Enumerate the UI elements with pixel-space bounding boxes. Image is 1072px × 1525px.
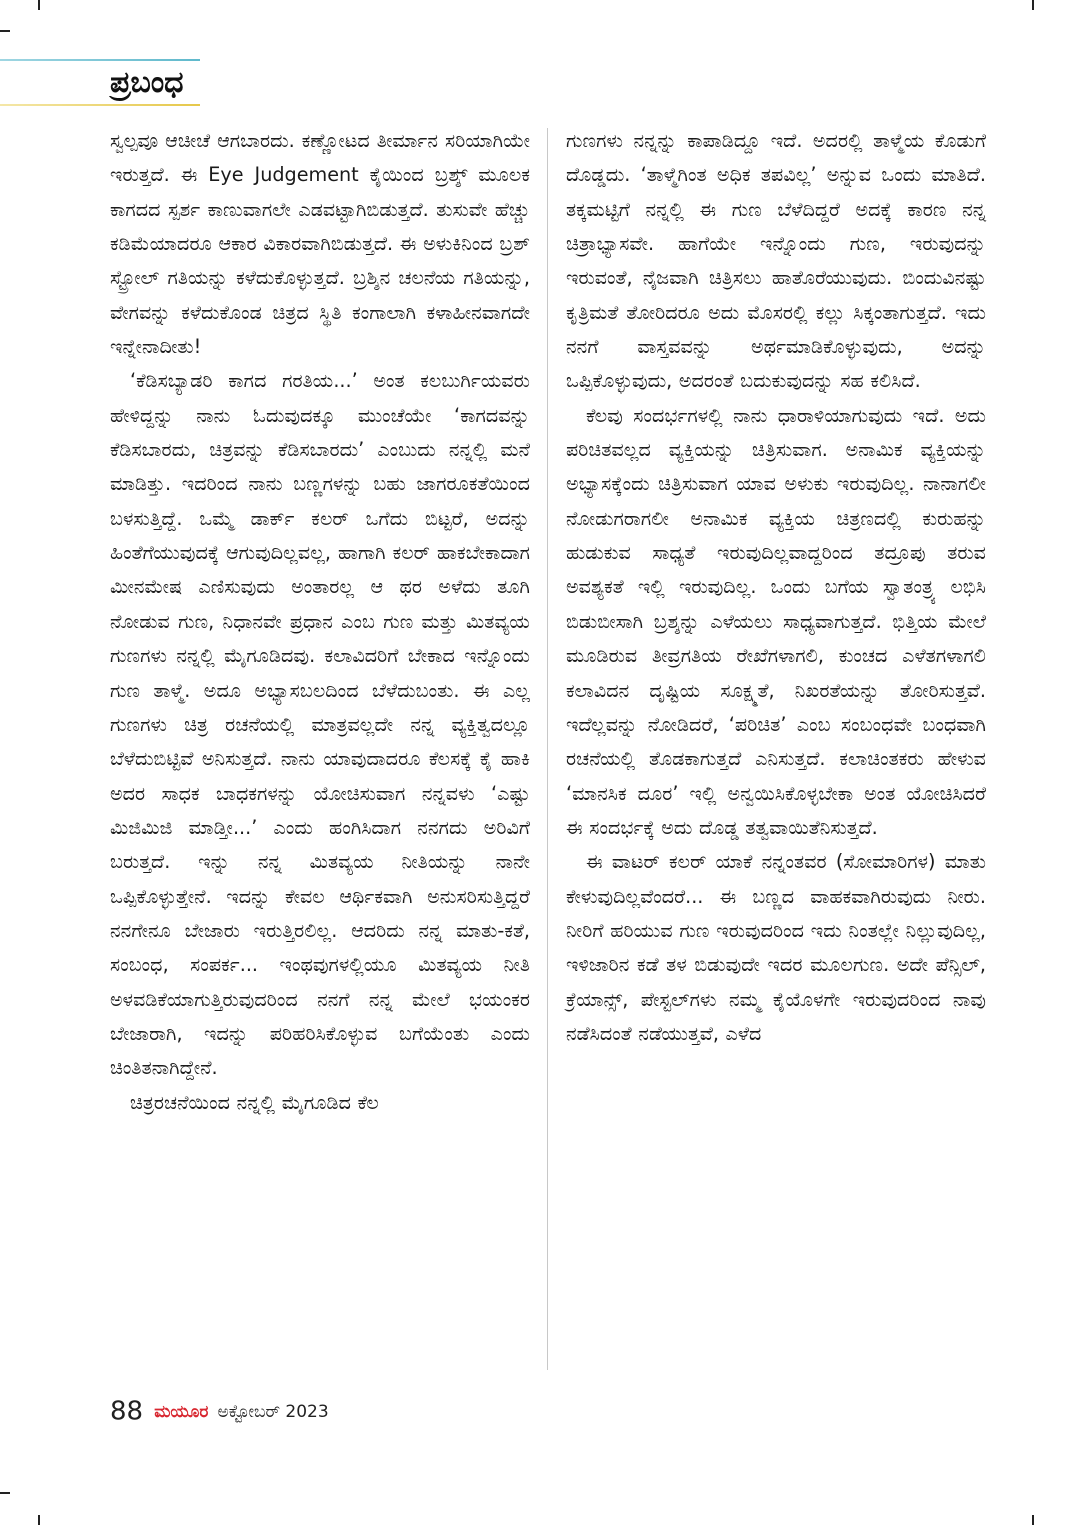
right-paragraph-2: ಕೆಲವು ಸಂದರ್ಭಗಳಲ್ಲಿ ನಾನು ಧಾರಾಳಿಯಾಗುವುದು ಇದೆ. ಅದು ಪರಿಚಿತವಲ್ಲದ ವ್ಯಕ್ತಿಯನ್ನು ಚಿತ್ರಿಸುವಾಗ. ಅನಾಮಿಕ ವ್ಯಕ್ತಿಯನ್ನು ಅಭ್ಯಾಸಕ್ಕೆಂದು ಚಿತ್ರಿಸುವಾಗ ಯಾವ ಅಳುಕು ಇರುವುದಿಲ್ಲ. ನಾನಾಗಲೀ ನೋಡುಗರಾಗಲೀ ಅನಾಮಿಕ ವ್ಯಕ್ತಿಯ ಚಿತ್ರಣದಲ್ಲಿ ಕುರುಹನ್ನು ಹುಡುಕುವ ಸಾಧ್ಯತೆ ಇರುವುದಿಲ್ಲವಾದ್ದರಿಂದ ತದ್ರೂಪು ತರುವ ಅವಶ್ಯಕತೆ ಇಲ್ಲಿ ಇರುವುದಿಲ್ಲ. ಒಂದು ಬಗೆಯ ಸ್ವಾತಂತ್ರ್ಯ ಲಭಿಸಿ ಬಿಡುಬೀಸಾಗಿ ಬ್ರಶ್ಶನ್ನು ಎಳೆಯಲು ಸಾಧ್ಯವಾಗುತ್ತದೆ. ಭಿತ್ತಿಯ ಮೇಲೆ ಮೂಡಿರುವ ತೀವ್ರಗತಿಯ ರೇಖೆಗಳಾಗಲಿ, ಕುಂಚದ ಎಳೆತಗಳಾಗಲಿ ಕಲಾವಿದನ ದೃಷ್ಟಿಯ ಸೂಕ್ಷ್ಮತೆ, ನಿಖರತೆಯನ್ನು ತೋರಿಸುತ್ತವೆ. ಇದೆಲ್ಲವನ್ನು ನೋಡಿದರೆ, ‘ಪರಿಚಿತ’ ಎಂಬ ಸಂಬಂಧವೇ ಬಂಧವಾಗಿ ರಚನೆಯಲ್ಲಿ ತೊಡಕಾಗುತ್ತದೆ ಎನಿಸುತ್ತದೆ. ಕಲಾಚಿಂತಕರು ಹೇಳುವ ‘ಮಾನಸಿಕ ದೂರ’ ಇಲ್ಲಿ ಅನ್ವಯಿಸಿಕೊಳ್ಳಬೇಕಾ ಅಂತ ಯೋಚಿಸಿದರೆ ಈ ಸಂದರ್ಭಕ್ಕೆ ಅದು ದೊಡ್ಡ ತತ್ವವಾಯಿತೆನಿಸುತ್ತದೆ. (566, 403, 986, 839)
left-paragraph-2: ‘ಕೆಡಿಸಬ್ಯಾಡರಿ ಕಾಗದ ಗರತಿಯ...’ ಅಂತ ಕಲಬುರ್ಗಿಯವರು ಹೇಳಿದ್ದನ್ನು ನಾನು ಓದುವುದಕ್ಕೂ ಮುಂಚೆಯೇ ‘ಕಾಗದವನ್ನು ಕೆಡಿಸಬಾರದು, ಚಿತ್ರವನ್ನು ಕೆಡಿಸಬಾರದು’ ಎಂಬುದು ನನ್ನಲ್ಲಿ ಮನೆ ಮಾಡಿತ್ತು. ಇದರಿಂದ ನಾನು ಬಣ್ಣಗಳನ್ನು ಬಹು ಜಾಗರೂಕತೆಯಿಂದ ಬಳಸುತ್ತಿದ್ದೆ. ಒಮ್ಮೆ ಡಾರ್ಕ್ ಕಲರ್ ಒಗೆದು ಬಿಟ್ಟರೆ, ಅದನ್ನು ಹಿಂತೆಗೆಯುವುದಕ್ಕೆ ಆಗುವುದಿಲ್ಲವಲ್ಲ, ಹಾಗಾಗಿ ಕಲರ್ ಹಾಕಬೇಕಾದಾಗ ಮೀನಮೇಷ ಎಣಿಸುವುದು ಅಂತಾರಲ್ಲ ಆ ಥರ ಅಳೆದು ತೂಗಿ ನೋಡುವ ಗುಣ, ನಿಧಾನವೇ ಪ್ರಧಾನ ಎಂಬ ಗುಣ ಮತ್ತು ಮಿತವ್ಯಯ ಗುಣಗಳು ನನ್ನಲ್ಲಿ ಮೈಗೂಡಿದವು. ಕಲಾವಿದರಿಗೆ ಬೇಕಾದ ಇನ್ನೊಂದು ಗುಣ ತಾಳ್ಮೆ. ಅದೂ ಅಭ್ಯಾಸಬಲದಿಂದ ಬೆಳೆದುಬಂತು. ಈ ಎಲ್ಲ ಗುಣಗಳು ಚಿತ್ರ ರಚನೆಯಲ್ಲಿ ಮಾತ್ರವಲ್ಲದೇ ನನ್ನ ವ್ಯಕ್ತಿತ್ವದಲ್ಲೂ ಬೆಳೆದುಬಿಟ್ಟಿವೆ ಅನಿಸುತ್ತದೆ. ನಾನು ಯಾವುದಾದರೂ ಕೆಲಸಕ್ಕೆ ಕೈ ಹಾಕಿ ಅದರ ಸಾಧಕ ಬಾಧಕಗಳನ್ನು ಯೋಚಿಸುವಾಗ ನನ್ನವಳು ‘ಎಷ್ಟು ಮಿಜಿಮಿಜಿ ಮಾಡ್ತೀ...’ ಎಂದು ಹಂಗಿಸಿದಾಗ ನನಗದು ಅರಿವಿಗೆ ಬರುತ್ತದೆ. ಇನ್ನು ನನ್ನ ಮಿತವ್ಯಯ ನೀತಿಯನ್ನು ನಾನೇ ಒಪ್ಪಿಕೊಳ್ಳುತ್ತೇನೆ. ಇದನ್ನು ಕೇವಲ ಆರ್ಥಿಕವಾಗಿ ಅನುಸರಿಸುತ್ತಿದ್ದರೆ ನನಗೇನೂ ಬೇಜಾರು ಇರುತ್ತಿರಲಿಲ್ಲ. ಆದರಿದು ನನ್ನ ಮಾತು-ಕತೆ, ಸಂಬಂಧ, ಸಂಪರ್ಕ... ಇಂಥವುಗಳಲ್ಲಿಯೂ ಮಿತವ್ಯಯ ನೀತಿ ಅಳವಡಿಕೆಯಾಗುತ್ತಿರುವುದರಿಂದ ನನಗೆ ನನ್ನ ಮೇಲೆ ಭಯಂಕರ ಬೇಜಾರಾಗಿ, ಇದನ್ನು ಪರಿಹರಿಸಿಕೊಳ್ಳುವ ಬಗೆಯೆಂತು ಎಂದು ಚಿಂತಿತನಾಗಿದ್ದೇನೆ. (110, 369, 530, 1080)
crop-mark-top-left (38, 0, 40, 10)
page-footer (110, 1394, 329, 1428)
left-paragraph-3: ಚಿತ್ರರಚನೆಯಿಂದ ನನ್ನಲ್ಲಿ ಮೈಗೂಡಿದ ಕೆಲ (130, 1090, 379, 1114)
header-rule-bottom (0, 104, 200, 106)
header-rule-top (0, 59, 200, 61)
right-paragraph-1: ಗುಣಗಳು ನನ್ನನ್ನು ಕಾಪಾಡಿದ್ದೂ ಇದೆ. ಅದರಲ್ಲಿ ತಾಳ್ಮೆಯ ಕೊಡುಗೆ ದೊಡ್ಡದು. ‘ತಾಳ್ಮೆಗಿಂತ ಅಧಿಕ ತಪವಿಲ್ಲ’ ಅನ್ನುವ ಒಂದು ಮಾತಿದೆ. ತಕ್ಕಮಟ್ಟಿಗೆ ನನ್ನಲ್ಲಿ ಈ ಗುಣ ಬೆಳೆದಿದ್ದರೆ ಅದಕ್ಕೆ ಕಾರಣ ನನ್ನ ಚಿತ್ರಾಭ್ಯಾಸವೇ. ಹಾಗೆಯೇ ಇನ್ನೊಂದು ಗುಣ, ಇರುವುದನ್ನು ಇರುವಂತೆ, ನೈಜವಾಗಿ ಚಿತ್ರಿಸಲು ಹಾತೊರೆಯುವುದು. ಬಿಂದುವಿನಷ್ಟು ಕೃತ್ರಿಮತೆ ತೋರಿದರೂ ಅದು ಮೊಸರಲ್ಲಿ ಕಲ್ಲು ಸಿಕ್ಕಂತಾಗುತ್ತದೆ. ಇದು ನನಗೆ ವಾಸ್ತವವನ್ನು ಅರ್ಥಮಾಡಿಕೊಳ್ಳುವುದು, ಅದನ್ನು ಒಪ್ಪಿಕೊಳ್ಳುವುದು, ಅದರಂತೆ ಬದುಕುವುದನ್ನು ಸಹ ಕಲಿಸಿದೆ. (566, 129, 986, 393)
crop-mark-bottom-left (38, 1515, 40, 1525)
column-divider (547, 128, 548, 1370)
magazine-name: ಮಯೂರ (154, 1401, 209, 1422)
crop-mark-top-right (1032, 0, 1034, 10)
issue-date: ಅಕ್ಟೋಬರ್ 2023 (217, 1401, 329, 1422)
page-number: 88 (110, 1396, 144, 1427)
crop-mark-left-lower (0, 1492, 10, 1494)
right-column (566, 124, 986, 1051)
section-title: ಪ್ರಬಂಧ (110, 65, 184, 100)
left-column (110, 124, 530, 1120)
left-paragraph-1: ಸ್ವಲ್ಪವೂ ಆಚೀಚೆ ಆಗಬಾರದು. ಕಣ್ಣೋಟದ ತೀರ್ಮಾನ ಸರಿಯಾಗಿಯೇ ಇರುತ್ತದೆ. ಈ Eye Judgement ಕೈಯಿಂದ ಬ್ರಶ್ಶ್ ಮೂಲಕ ಕಾಗದದ ಸ್ಪರ್ಶ ಕಾಣುವಾಗಲೇ ಎಡವಟ್ಟಾಗಿಬಿಡುತ್ತದೆ. ತುಸುವೇ ಹೆಚ್ಚು ಕಡಿಮೆಯಾದರೂ ಆಕಾರ ವಿಕಾರವಾಗಿಬಿಡುತ್ತದೆ. ಈ ಅಳುಕಿನಿಂದ ಬ್ರಶ್ ಸ್ಟ್ರೋಲ್ ಗತಿಯನ್ನು ಕಳೆದುಕೊಳ್ಳುತ್ತದೆ. ಬ್ರಶ್ಶಿನ ಚಲನೆಯ ಗತಿಯನ್ನು, ವೇಗವನ್ನು ಕಳೆದುಕೊಂಡ ಚಿತ್ರದ ಸ್ಥಿತಿ ಕಂಗಾಲಾಗಿ ಕಳಾಹೀನವಾಗದೇ ಇನ್ನೇನಾದೀತು! (110, 129, 530, 359)
crop-mark-left-upper (0, 30, 10, 32)
right-paragraph-3: ಈ ವಾಟರ್ ಕಲರ್ ಯಾಕೆ ನನ್ನಂತವರ (ಸೋಮಾರಿಗಳ) ಮಾತು ಕೇಳುವುದಿಲ್ಲವೆಂದರೆ... ಈ ಬಣ್ಣದ ವಾಹಕವಾಗಿರುವುದು ನೀರು. ನೀರಿಗೆ ಹರಿಯುವ ಗುಣ ಇರುವುದರಿಂದ ಇದು ನಿಂತಲ್ಲೇ ನಿಲ್ಲುವುದಿಲ್ಲ, ಇಳಿಜಾರಿನ ಕಡೆ ತಳ ಬಿಡುವುದೇ ಇದರ ಮೂಲಗುಣ. ಅದೇ ಪೆನ್ಸಿಲ್, ಕ್ರೆಯಾನ್ಸ್, ಪೇಸ್ಟಲ್‌ಗಳು ನಮ್ಮ ಕೈಯೊಳಗೇ ಇರುವುದರಿಂದ ನಾವು ನಡೆಸಿದಂತೆ ನಡೆಯುತ್ತವೆ, ಎಳೆದ (566, 850, 986, 1045)
crop-mark-bottom-right (1032, 1515, 1034, 1525)
